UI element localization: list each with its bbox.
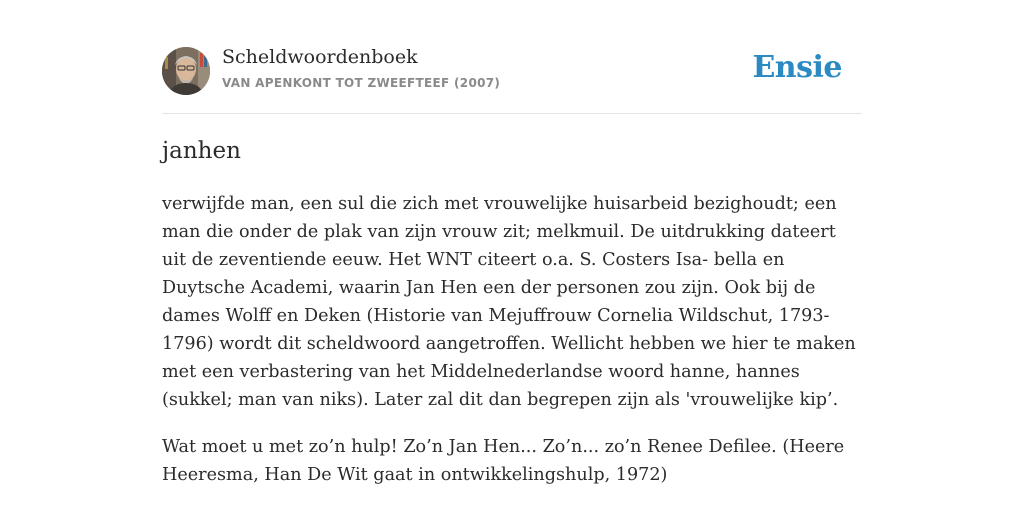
entry-quote: Wat moet u met zo’n hulp! Zo’n Jan Hen... Zo’n... zo’n Renee Defilee. (Heere Heeresma, Han De Wit gaat in ontwikkelingshulp, 1972) bbox=[162, 437, 845, 485]
ensie-logo[interactable]: Ensie bbox=[752, 50, 842, 85]
entry-headword: janhen bbox=[162, 138, 241, 164]
header-divider bbox=[162, 113, 862, 114]
book-subtitle: VAN APENKONT TOT ZWEEFTEEF (2007) bbox=[222, 76, 501, 90]
author-avatar-icon[interactable] bbox=[162, 47, 210, 95]
header bbox=[162, 46, 862, 96]
book-title[interactable]: Scheldwoordenboek bbox=[222, 46, 418, 68]
entry-definition: verwijfde man, een sul die zich met vrouwelijke huisarbeid bezighoudt; een man die onder de plak van zijn vrouw zit; melkmuil. De uitdrukking dateert uit de zeventiende eeuw. Het WNT citeert o.a. S. Costers Isa- bella en Duytsche Academi, waarin Jan Hen een der personen zou zijn. Ook bij de dames Wolff en Deken (Historie van Mejuffrouw Cornelia Wildschut, 1793-1796) wordt dit scheldwoord aangetroffen. Wellicht hebben we hier te maken met een verbastering van het Middelnederlandse woord hanne, hannes (sukkel; man van niks). Later zal dit dan begrepen zijn als 'vrouwelijke kip’. bbox=[162, 194, 856, 410]
